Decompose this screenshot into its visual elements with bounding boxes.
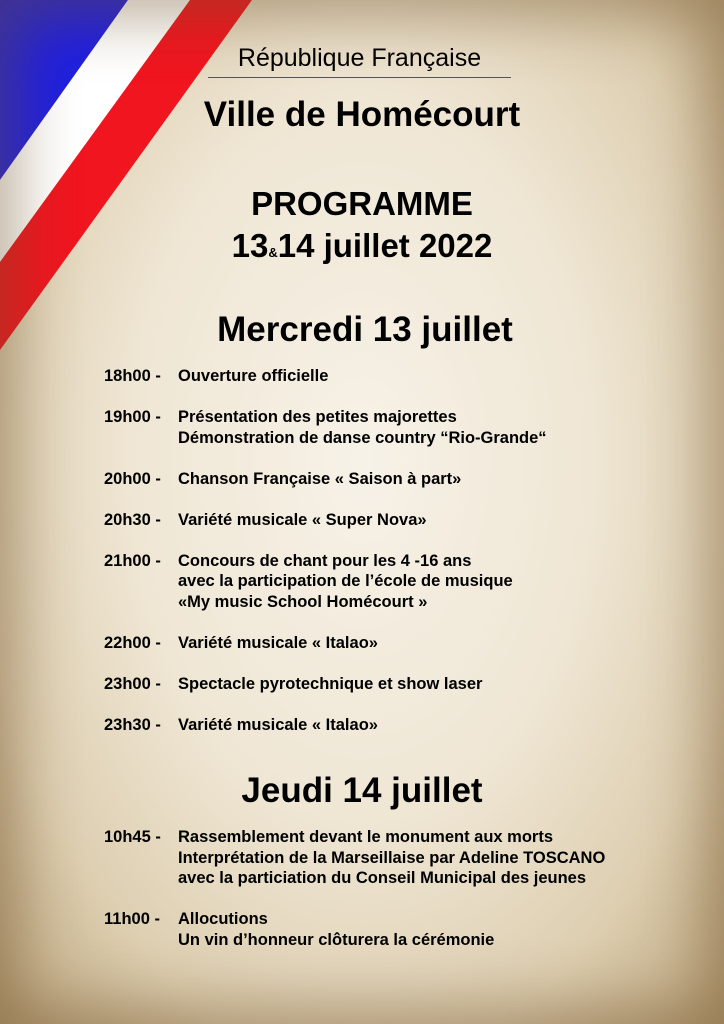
schedule-time: 18h00 - [104,367,166,385]
schedule-description [178,469,461,490]
schedule-line: Variété musicale « Super Nova» [178,510,427,529]
schedule-description [178,407,547,448]
schedule-item [104,366,547,387]
schedule-line: Chanson Française « Saison à part» [178,469,462,488]
republic-heading: République Française [208,44,511,78]
schedule-time: 23h30 - [104,715,166,734]
schedule-time: 20h00 - [104,469,166,488]
programme-title: PROGRAMME [251,185,473,222]
dates-day2: 14 juillet 2022 [277,227,493,264]
schedule-line: avec la particiation du Conseil Municipal des jeunes [178,869,587,887]
schedule-line: Allocutions [178,910,268,928]
schedule-description [178,827,605,889]
schedule-time: 21h00 - [104,551,166,570]
schedule-description [178,366,328,387]
schedule-line: Concours de chant pour les 4 -16 ans [178,551,472,570]
event-dates [0,227,724,265]
schedule-time: 22h00 - [104,633,166,652]
schedule-time: 20h30 - [104,510,166,529]
city-heading: Ville de Homécourt [203,95,521,134]
schedule-description [178,633,378,654]
schedule-line: «My music School Homécourt » [178,592,428,611]
schedule-line: Variété musicale « Italao» [178,633,378,652]
schedule-thursday [104,827,605,971]
schedule-item [104,715,547,736]
schedule-line: Spectacle pyrotechnique et show laser [178,674,483,693]
schedule-line: Démonstration de danse country “Rio-Grande“ [178,428,547,447]
schedule-description [178,674,482,695]
schedule-description [178,551,513,613]
schedule-description [178,909,494,950]
schedule-description [178,510,427,531]
schedule-line: Un vin d’honneur clôturera la cérémonie [178,930,495,949]
schedule-time: 11h00 - [104,910,165,928]
schedule-item [104,674,547,695]
day-heading-wednesday: Mercredi 13 juillet [217,310,513,349]
schedule-time: 10h45 - [104,828,166,846]
schedule-item [104,633,547,654]
schedule-description [178,715,378,736]
schedule-line: Rassemblement devant le monument aux morts [178,828,554,846]
schedule-item [104,407,547,448]
schedule-time: 23h00 - [104,674,166,693]
schedule-item [104,827,605,889]
schedule-line: Présentation des petites majorettes [178,408,457,426]
schedule-time: 19h00 - [104,408,166,426]
schedule-item [104,469,547,490]
schedule-item [104,909,605,950]
schedule-line: avec la participation de l’école de musique [178,572,513,590]
schedule-item [104,551,547,613]
schedule-line: Variété musicale « Italao» [178,715,378,734]
dates-day1: 13 [231,227,269,264]
schedule-wednesday [104,366,547,756]
dates-ampersand: & [268,245,278,260]
schedule-line: Ouverture officielle [178,367,329,385]
schedule-item [104,510,547,531]
schedule-line: Interprétation de la Marseillaise par Adeline TOSCANO [178,848,606,867]
day-heading-thursday: Jeudi 14 juillet [241,771,483,810]
